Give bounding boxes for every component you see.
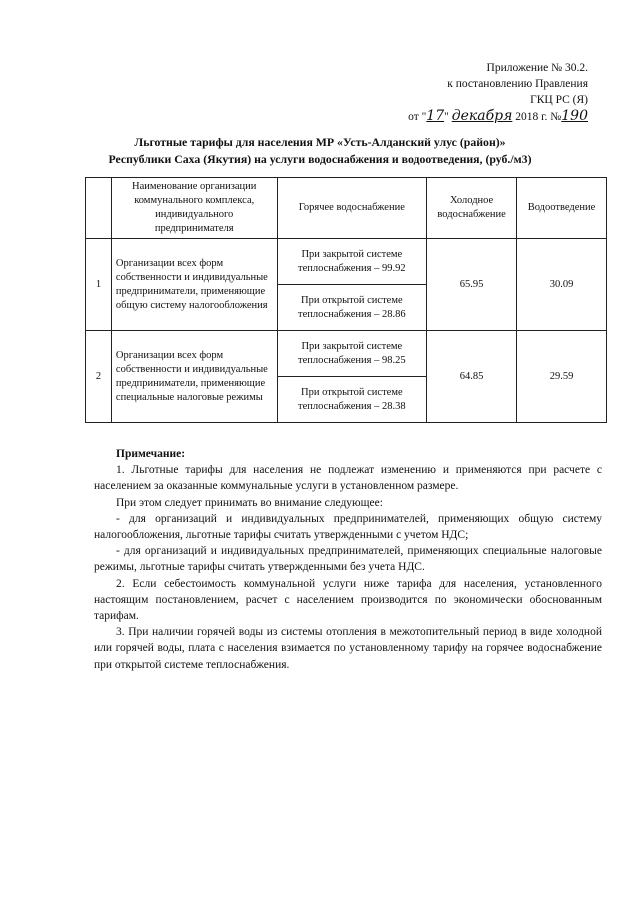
date-mid: " [444,111,449,123]
issuing-body: ГКЦ РС (Я) [530,94,588,106]
table-row [86,331,607,377]
header-hot-water: Горячее водоснабжение [277,178,427,239]
appendix-header [408,60,588,125]
header-num [86,178,112,239]
row-organization: Организации всех форм собственности и индивидуальные предприниматели, применяющие общую систему налогообложения [111,239,277,331]
note-3: 3. При наличии горячей воды из системы отопления в межотопительный период в виде холодной или горячей воды, плата с населения взимается по установленному тарифу на горячее водоснабжение при открытой системе теплоснабжения. [94,626,602,671]
row-number: 2 [86,331,112,423]
row-number: 1 [86,239,112,331]
header-org: Наименование организации коммунального комплекса, индивидуального предпринимателя [111,178,277,239]
row-hot-open-system: При открытой системе теплоснабжения – 28.86 [277,285,427,331]
row-hot-closed-system: При закрытой системе теплоснабжения – 99.92 [277,239,427,285]
row-sewerage-value: 30.09 [517,239,607,331]
row-cold-water-value: 64.85 [427,331,517,423]
notes-section [94,446,602,673]
date-day: 17 [426,108,445,124]
row-hot-closed-system: При закрытой системе теплоснабжения – 98.25 [277,331,427,377]
notes-heading: Примечание: [116,448,186,460]
header-cold-water: Холодное водоснабжение [427,178,517,239]
date-month: декабря [451,108,513,124]
date-prefix: от " [408,111,427,123]
resolution-date-line [408,108,588,125]
header-sewerage: Водоотведение [517,178,607,239]
title-line-2: Республики Саха (Якутия) на услуги водоснабжения и водоотведения, (руб./м3) [108,152,532,166]
resolution-reference: к постановлению Правления [447,78,588,90]
tariff-table [85,177,607,423]
row-cold-water-value: 65.95 [427,239,517,331]
table-row [86,239,607,285]
note-1-intro: При этом следует принимать во внимание следующее: [116,496,383,509]
note-1-general-tax: - для организаций и индивидуальных предпринимателей, применяющих общую систему налогообложения, льготные тарифы считать утвержденными с учетом НДС; [94,512,602,542]
date-year: 2018 г. № [515,111,562,123]
title-line-1: Льготные тарифы для населения МР «Усть-Алданский улус (район)» [134,135,506,149]
appendix-number: Приложение № 30.2. [486,62,588,74]
note-1-special-tax: - для организаций и индивидуальных предпринимателей, применяющих специальные налоговые режимы, льготные тарифы считать утвержденными без учета НДС. [94,545,602,574]
document-title [40,134,600,168]
note-2: 2. Если себестоимость коммунальной услуги ниже тарифа для населения, установленного настоящим постановлением, расчет с населением производится по экономически обоснованным тарифам. [94,577,602,623]
row-organization: Организации всех форм собственности и индивидуальные предприниматели, применяющие специальные налоговые режимы [111,331,277,423]
table-header-row [86,178,607,239]
note-1: 1. Льготные тарифы для населения не подлежат изменению и применяются при расчете с населением за оказанные коммунальные услуги в установленном размере. [94,464,602,493]
row-sewerage-value: 29.59 [517,331,607,423]
resolution-number: 190 [561,108,588,124]
row-hot-open-system: При открытой системе теплоснабжения – 28.38 [277,377,427,423]
